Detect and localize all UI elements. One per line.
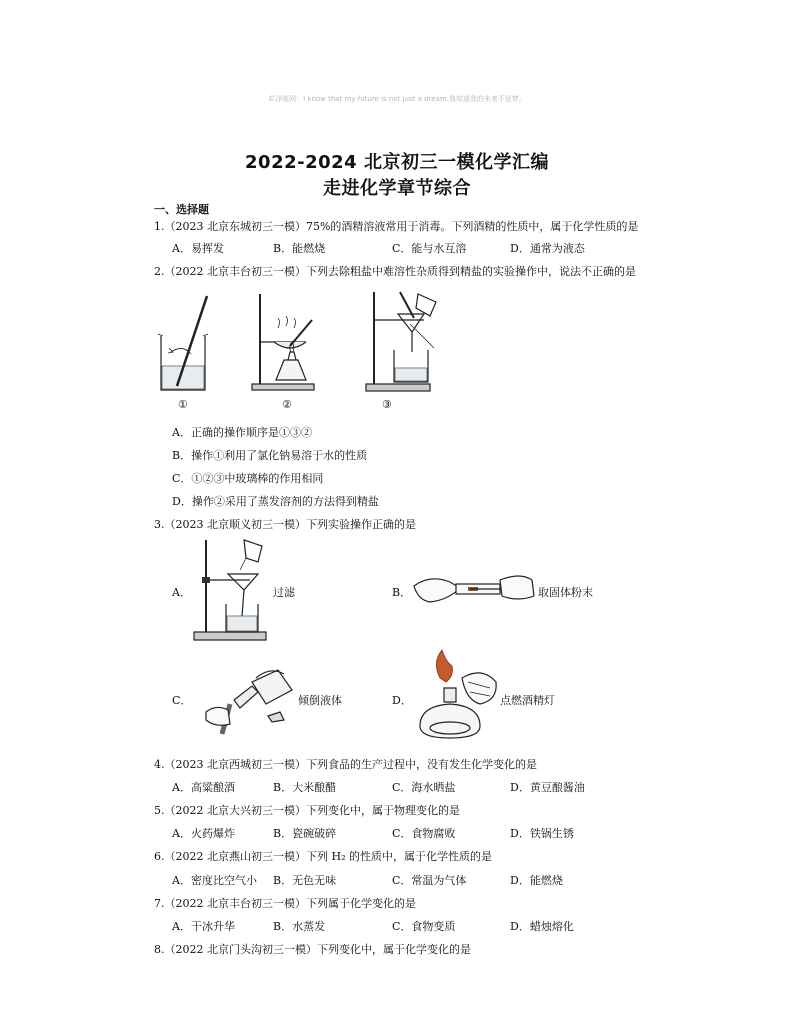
q6-option-d[interactable]: D．能燃烧 (510, 874, 563, 887)
q7-option-c[interactable]: C．食物变质 (392, 920, 456, 933)
figure-label-1: ① (178, 398, 188, 411)
q4-option-b[interactable]: B．大米酿醋 (273, 781, 337, 794)
q1-option-d[interactable]: D．通常为液态 (510, 242, 585, 255)
q5-option-d[interactable]: D．铁锅生锈 (510, 827, 574, 840)
question-3-stem: 3.（2023 北京顺义初三一模）下列实验操作正确的是 (154, 518, 416, 531)
question-2-stem: 2.（2022 北京丰台初三一模）下列去除粗盐中难溶性杂质得到精盐的实验操作中，说法不正确的是 (154, 265, 636, 278)
q3-option-d[interactable]: D． (392, 694, 412, 707)
pour-liquid-figure (200, 660, 298, 740)
q1-option-b[interactable]: B．能燃烧 (273, 242, 326, 255)
q7-option-d[interactable]: D．蜡烛熔化 (510, 920, 574, 933)
question-8-stem: 8.（2022 北京门头沟初三一模）下列变化中，属于化学变化的是 (154, 943, 471, 956)
question-5-stem: 5.（2022 北京大兴初三一模）下列变化中，属于物理变化的是 (154, 804, 460, 817)
figure-label-2: ② (282, 398, 292, 411)
filtration-stand-figure (364, 288, 444, 395)
question-4-stem: 4.（2023 北京西城初三一模）下列食品的生产过程中，没有发生化学变化的是 (154, 758, 537, 771)
question-7-stem: 7.（2022 北京丰台初三一模）下列属于化学变化的是 (154, 897, 416, 910)
question-1-stem: 1.（2023 北京东城初三一模）75%的酒精溶液常用于消毒。下列酒精的性质中，属于化学性质的是 (154, 220, 639, 233)
q2-option-a[interactable]: A．正确的操作顺序是①③② (172, 426, 312, 439)
alcohol-lamp-figure (410, 648, 500, 744)
q1-option-c[interactable]: C．能与水互溶 (392, 242, 467, 255)
q7-option-a[interactable]: A．干冰升华 (172, 920, 235, 933)
q3-option-b[interactable]: B． (392, 586, 412, 599)
q3-caption-b: 取固体粉末 (538, 586, 593, 599)
filtration-apparatus-figure (192, 536, 272, 644)
page-subtitle: 走进化学章节综合 (323, 178, 471, 199)
q2-option-d[interactable]: D．操作②采用了蒸发溶剂的方法得到精盐 (172, 495, 379, 508)
question-6-stem: 6.（2022 北京燕山初三一模）下列 H₂ 的性质中，属于化学性质的是 (154, 850, 492, 863)
evaporation-stand-figure (246, 290, 326, 395)
q2-option-c[interactable]: C．①②③中玻璃棒的作用相同 (172, 472, 324, 485)
watermark-note: ©浮练网：I know that my future is not just a dream.我知道我的未来不是梦。 (268, 95, 526, 103)
section-heading: 一、选择题 (154, 203, 209, 216)
q6-option-a[interactable]: A．密度比空气小 (172, 874, 257, 887)
q3-option-c[interactable]: C． (172, 694, 192, 707)
q3-caption-c: 倾倒液体 (298, 694, 342, 707)
q2-option-b[interactable]: B．操作①利用了氯化钠易溶于水的性质 (172, 449, 368, 462)
q5-option-a[interactable]: A．火药爆炸 (172, 827, 235, 840)
q7-option-b[interactable]: B．水蒸发 (273, 920, 326, 933)
powder-spatula-figure (410, 570, 536, 610)
q5-option-c[interactable]: C．食物腐败 (392, 827, 456, 840)
q4-option-d[interactable]: D．黄豆酿酱油 (510, 781, 585, 794)
q6-option-c[interactable]: C．常温为气体 (392, 874, 467, 887)
q4-option-a[interactable]: A．高粱酿酒 (172, 781, 235, 794)
q1-option-a[interactable]: A．易挥发 (172, 242, 224, 255)
figure-label-3: ③ (382, 398, 392, 411)
q3-caption-a: 过滤 (273, 586, 295, 599)
q5-option-b[interactable]: B．瓷碗破碎 (273, 827, 337, 840)
q3-option-a[interactable]: A． (172, 586, 191, 599)
page-title: 2022-2024 北京初三一模化学汇编 (245, 152, 549, 173)
q4-option-c[interactable]: C．海水晒盐 (392, 781, 456, 794)
q3-caption-d: 点燃酒精灯 (500, 694, 555, 707)
dissolve-beaker-figure (155, 290, 215, 395)
q6-option-b[interactable]: B．无色无味 (273, 874, 337, 887)
